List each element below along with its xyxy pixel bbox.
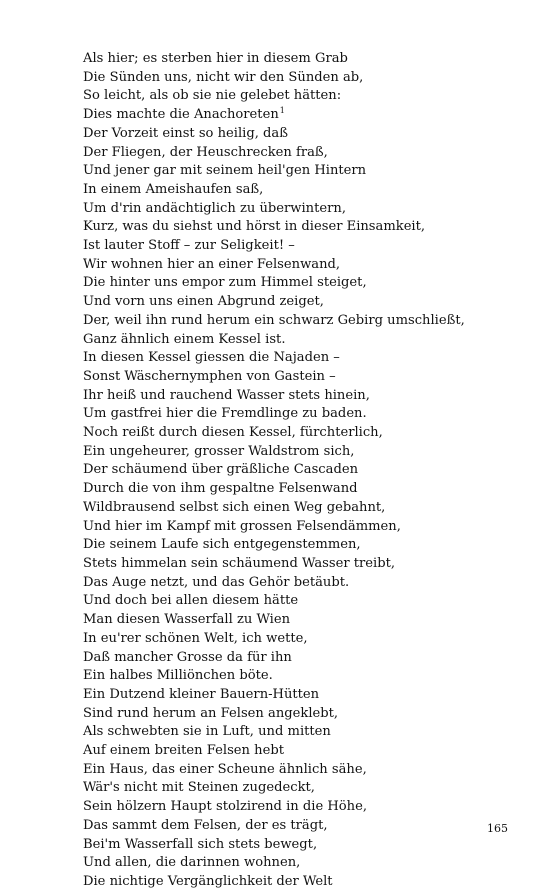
- footnote-marker: 1: [279, 106, 285, 116]
- poem-line-text: Das Auge netzt, und das Gehör betäubt.: [83, 574, 350, 590]
- poem-line-text: Um d'rin andächtiglich zu überwintern,: [83, 200, 346, 216]
- poem-line: [83, 686, 503, 705]
- poem-line-text: Das sammt dem Felsen, der es trägt,: [83, 817, 328, 833]
- poem-line-text: In einem Ameishaufen saß,: [83, 181, 264, 197]
- poem-line-text: Der schäumend über gräßliche Cascaden: [83, 462, 359, 478]
- poem-line: [83, 181, 503, 200]
- poem-line: [83, 312, 503, 331]
- poem-line-text: Wär's nicht mit Steinen zugedeckt,: [83, 780, 315, 796]
- poem-line: [83, 555, 503, 574]
- poem-line-text: Durch die von ihm gespaltne Felsenwand: [83, 481, 358, 497]
- poem-line-text: Wildbrausend selbst sich einen Weg gebahnt,: [83, 499, 386, 515]
- poem-line-text: Bei'm Wasserfall sich stets bewegt,: [83, 836, 318, 852]
- poem-line-text: Der, weil ihn rund herum ein schwarz Gebirg umschließt,: [83, 312, 465, 328]
- poem-line: [83, 836, 503, 855]
- poem-line: [83, 50, 503, 69]
- poem-line-text: Noch reißt durch diesen Kessel, fürchterlich,: [83, 425, 383, 441]
- poem-line: [83, 649, 503, 668]
- poem-line-text: Dies machte die Anachoreten: [83, 107, 279, 123]
- poem-line-text: Ist lauter Stoff – zur Seligkeit! –: [83, 238, 295, 254]
- poem-line: [83, 667, 503, 686]
- poem-line-text: Der Fliegen, der Heuschrecken fraß,: [83, 144, 328, 160]
- poem-line-text: Daß mancher Grosse da für ihn: [83, 649, 292, 665]
- poem-line: [83, 854, 503, 873]
- poem-line: [83, 499, 503, 518]
- poem-line-text: Als schwebten sie in Luft, und mitten: [83, 724, 331, 740]
- poem-line-text: In diesen Kessel giessen die Najaden –: [83, 350, 340, 366]
- poem-line: [83, 387, 503, 406]
- poem-line: [83, 798, 503, 817]
- poem-line: [83, 218, 503, 237]
- poem-line: [83, 873, 503, 892]
- poem-line: [83, 817, 503, 836]
- poem-line: [83, 723, 503, 742]
- poem-line-text: Ein Haus, das einer Scheune ähnlich sähe,: [83, 761, 367, 777]
- poem-line: [83, 574, 503, 593]
- poem-line-text: Ihr heiß und rauchend Wasser stets hinein,: [83, 387, 370, 403]
- poem-line-text: Und jener gar mit seinem heil'gen Hintern: [83, 163, 367, 179]
- page-number: 165: [487, 822, 508, 835]
- poem-line: [83, 69, 503, 88]
- poem-line: [83, 705, 503, 724]
- poem-line-text: So leicht, als ob sie nie gelebet hätten:: [83, 88, 342, 104]
- poem-line-text: Die hinter uns empor zum Himmel steiget,: [83, 275, 367, 291]
- poem-line-text: Man diesen Wasserfall zu Wien: [83, 612, 291, 628]
- poem-line-text: Und hier im Kampf mit grossen Felsendämmen,: [83, 518, 401, 534]
- poem-line: [83, 742, 503, 761]
- poem-line-text: Und vorn uns einen Abgrund zeiget,: [83, 294, 324, 310]
- poem-line-text: Ein Dutzend kleiner Bauern-Hütten: [83, 686, 320, 702]
- poem-line-text: Sonst Wäschernymphen von Gastein –: [83, 368, 336, 384]
- poem-line: [83, 331, 503, 350]
- poem-line: [83, 443, 503, 462]
- poem-line: [83, 592, 503, 611]
- poem-line-text: Ganz ähnlich einem Kessel ist.: [83, 331, 286, 347]
- poem-line: [83, 144, 503, 163]
- poem-line: [83, 779, 503, 798]
- poem-line: [83, 536, 503, 555]
- poem-line-text: Stets himmelan sein schäumend Wasser treibt,: [83, 555, 396, 571]
- poem-line: [83, 424, 503, 443]
- poem-line-text: Ein ungeheurer, grosser Waldstrom sich,: [83, 443, 355, 459]
- poem-line-text: Kurz, was du siehst und hörst in dieser Einsamkeit,: [83, 219, 426, 235]
- poem-line: [83, 480, 503, 499]
- poem-line: [83, 461, 503, 480]
- poem-line: [83, 256, 503, 275]
- poem-line-text: Die nichtige Vergänglichkeit der Welt: [83, 873, 333, 889]
- poem-line: [83, 611, 503, 630]
- poem-line-text: Sein hölzern Haupt stolzirend in die Höhe,: [83, 799, 368, 815]
- poem-line: [83, 761, 503, 780]
- poem-line: [83, 237, 503, 256]
- poem-line-text: Und doch bei allen diesem hätte: [83, 593, 299, 609]
- poem-line: [83, 200, 503, 219]
- poem-line: [83, 106, 503, 125]
- poem-line-text: Und allen, die darinnen wohnen,: [83, 855, 301, 871]
- poem-line: [83, 293, 503, 312]
- poem-line: [83, 125, 503, 144]
- poem-line-text: Auf einem breiten Felsen hebt: [83, 743, 284, 759]
- poem-line: [83, 368, 503, 387]
- poem-line-text: Ein halbes Milliönchen böte.: [83, 668, 273, 684]
- poem-line: [83, 349, 503, 368]
- poem-line: [83, 274, 503, 293]
- poem-line: [83, 405, 503, 424]
- poem-line-text: Die Sünden uns, nicht wir den Sünden ab,: [83, 69, 364, 85]
- poem-line-text: In eu'rer schönen Welt, ich wette,: [83, 630, 308, 646]
- poem-line: [83, 162, 503, 181]
- poem-line-text: Um gastfrei hier die Fremdlinge zu baden.: [83, 406, 367, 422]
- poem-line: [83, 87, 503, 106]
- poem-line: [83, 630, 503, 649]
- poem-line-text: Der Vorzeit einst so heilig, daß: [83, 125, 288, 141]
- poem-text: [83, 50, 503, 892]
- poem-line-text: Sind rund herum an Felsen angeklebt,: [83, 705, 339, 721]
- poem-line-text: Wir wohnen hier an einer Felsenwand,: [83, 256, 341, 272]
- poem-line: [83, 518, 503, 537]
- poem-line-text: Als hier; es sterben hier in diesem Grab: [83, 51, 348, 66]
- poem-line-text: Die seinem Laufe sich entgegenstemmen,: [83, 537, 361, 553]
